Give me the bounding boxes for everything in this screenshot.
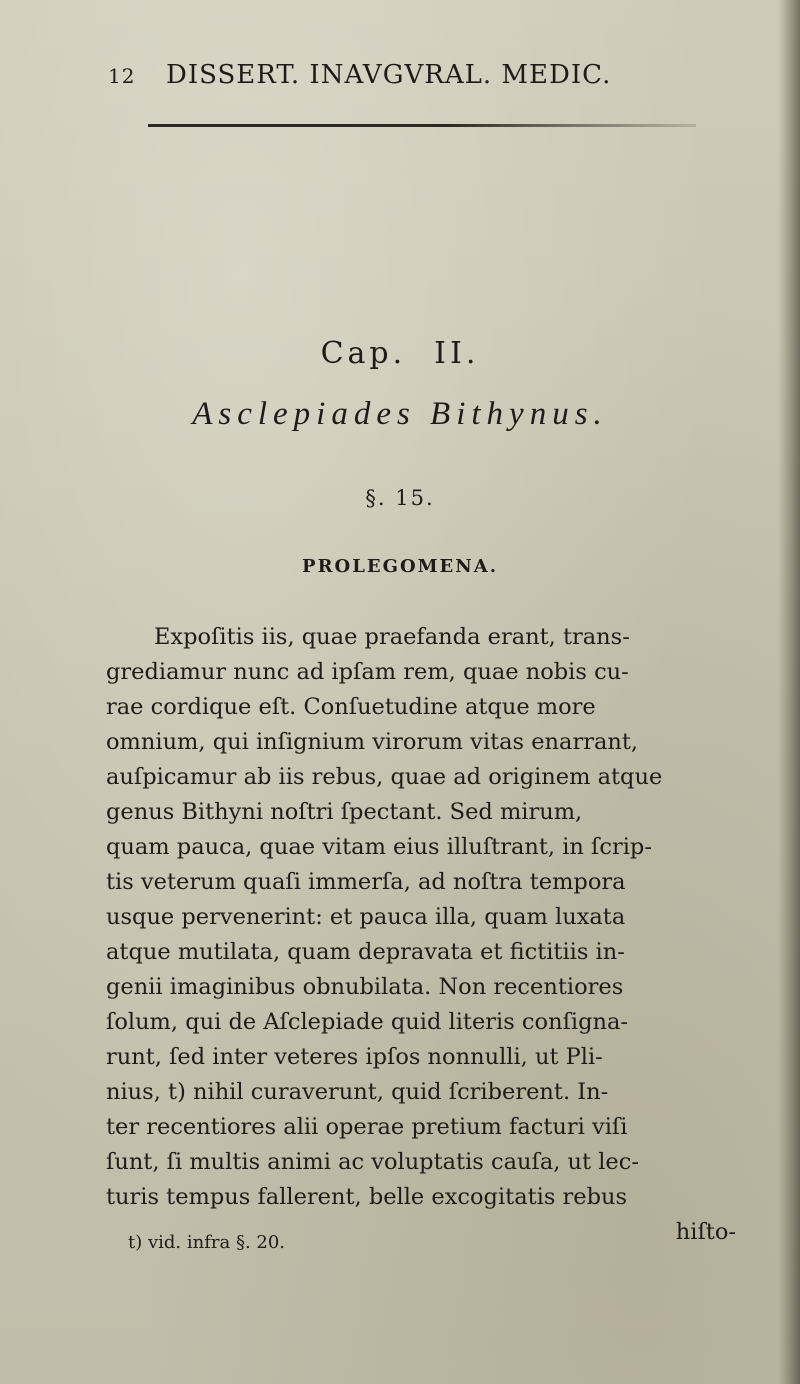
text-line: genii imaginibus obnubilata. Non recentiores [106,974,624,1000]
text-line: nius, t) nihil curaverunt, quid ſcriberent. In- [106,1079,609,1105]
text-line: ſunt, ſi multis animi ac voluptatis cauſa, ut lec- [106,1149,639,1175]
page-edge-shadow [778,0,800,1384]
catchword: hiſto- [675,1219,736,1245]
text-line: ſolum, qui de Aſclepiade quid literis conſigna- [106,1009,629,1035]
chapter-title [0,336,800,371]
text-line: genus Bithyni noſtri ſpectant. Sed mirum, [106,799,583,825]
text-line: ter recentiores alii operae pretium facturi viſi [106,1114,628,1140]
text-line: omnium, qui inſignium virorum vitas enarrant, [106,729,639,755]
text-line: auſpicamur ab iis rebus, quae ad originem atque [106,764,663,790]
text-line: atque mutilata, quam depravata et fictitiis in- [106,939,625,965]
chapter-subject: Asclepiades Bithynus. [192,396,608,432]
section-number: §. 15. [365,486,435,510]
text-line: tis veterum quaſi immerſa, ad noſtra tempora [106,869,626,895]
chapter-label: Cap. [320,336,407,371]
footnote: t) vid. infra §. 20. [128,1232,286,1253]
text-line: turis tempus fallerent, belle excogitatis rebus [106,1184,628,1210]
text-line: runt, ſed inter veteres ipſos nonnulli, ut Pli- [106,1044,603,1070]
text-line: Expoſitis iis, quae praefanda erant, trans- [154,624,630,650]
chapter-number: II. [434,336,480,371]
page-header [108,60,708,94]
page-number: 12 [108,64,136,88]
running-head: DISSERT. INAVGVRAL. MEDIC. [166,60,612,90]
text-line: quam pauca, quae vitam eius illuſtrant, in ſcrip- [106,834,652,860]
text-line: rae cordique eſt. Conſuetudine atque more [106,694,596,720]
text-line: usque pervenerint: et pauca illa, quam luxata [106,904,626,930]
header-rule [148,124,696,127]
text-line: grediamur nunc ad ipſam rem, quae nobis cu- [106,659,629,685]
body-text [106,620,736,1250]
section-heading: PROLEGOMENA. [302,556,498,577]
